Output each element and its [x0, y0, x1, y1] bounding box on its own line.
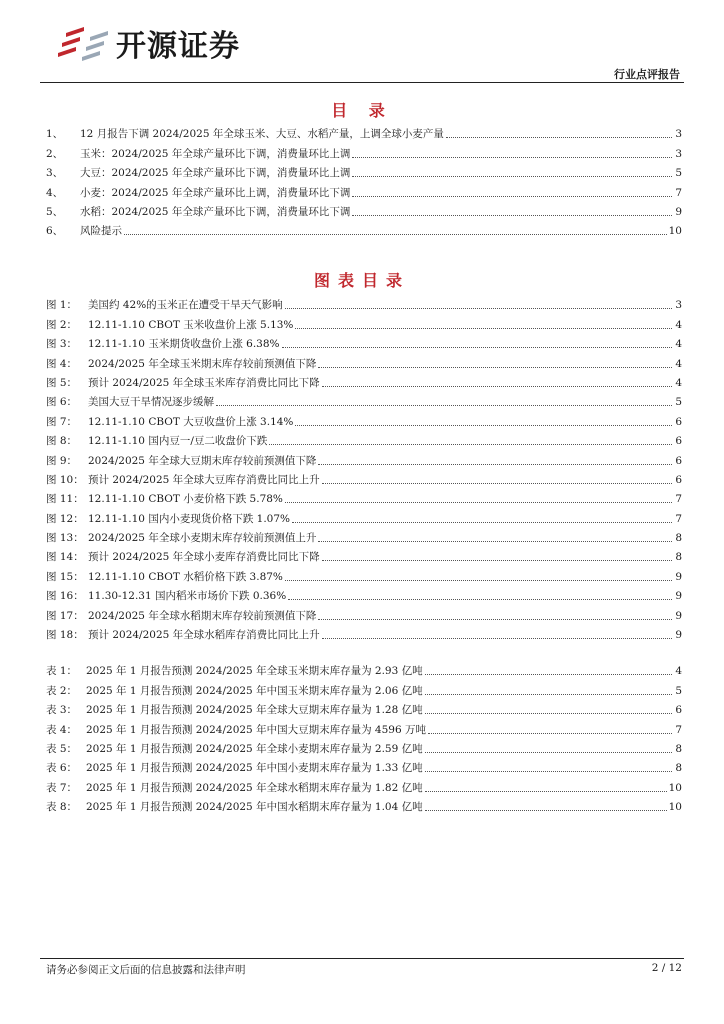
entry-label: 美国约 42%的玉米正在遭受干旱天气影响 [88, 299, 283, 312]
toc-entry[interactable] [46, 564, 682, 583]
entry-label: 2025 年 1 月报告预测 2024/2025 年全球大豆期末库存量为 1.28 亿吨 [86, 704, 423, 717]
entry-page: 8 [675, 532, 682, 545]
toc-entry[interactable] [46, 698, 682, 717]
entry-number: 图 13： [46, 532, 84, 545]
toc-entry[interactable] [46, 487, 682, 506]
page-header [40, 18, 684, 82]
toc-entry[interactable] [46, 371, 682, 390]
header-divider [40, 82, 684, 83]
dot-leader [352, 215, 672, 216]
entry-page: 8 [675, 551, 682, 564]
dot-leader [428, 733, 672, 734]
toc-entry[interactable] [46, 756, 682, 775]
toc-entry[interactable] [46, 526, 682, 545]
entry-page: 8 [675, 762, 682, 775]
entry-label: 12.11-1.10 CBOT 水稻价格下跌 3.87% [88, 570, 283, 583]
entry-page: 10 [668, 801, 682, 814]
toc-entry[interactable] [46, 737, 682, 756]
dot-leader [295, 425, 672, 426]
entry-label: 2025 年 1 月报告预测 2024/2025 年中国小麦期末库存量为 1.33 亿吨 [86, 762, 423, 775]
toc-entry[interactable] [46, 545, 682, 564]
entry-label: 预计 2024/2025 年全球水稻库存消费比同比上升 [88, 629, 320, 642]
entry-page: 9 [675, 590, 682, 603]
entry-page: 6 [675, 704, 682, 717]
entry-page: 10 [668, 781, 682, 794]
dot-leader [318, 367, 672, 368]
entry-number: 图 7： [46, 415, 78, 428]
toc-entry[interactable] [46, 584, 682, 603]
entry-page: 4 [675, 318, 682, 331]
toc-entry[interactable] [46, 623, 682, 642]
entry-label: 大豆：2024/2025 年全球产量环比下调，消费量环比上调 [80, 167, 351, 180]
entry-page: 10 [668, 225, 682, 238]
dot-leader [285, 502, 672, 503]
entry-number: 图 5： [46, 376, 78, 389]
entry-label: 预计 2024/2025 年全球玉米库存消费比同比下降 [88, 376, 320, 389]
entry-page: 4 [675, 376, 682, 389]
toc-entry[interactable] [46, 312, 682, 331]
entry-page: 8 [675, 742, 682, 755]
report-type: 行业点评报告 [614, 68, 680, 81]
entry-label: 12.11-1.10 CBOT 玉米收盘价上涨 5.13% [88, 318, 294, 331]
entry-label: 11.30-12.31 国内稻米市场价下跌 0.36% [88, 590, 287, 603]
dot-leader [124, 234, 667, 235]
entry-number: 图 17： [46, 609, 84, 622]
dot-leader [446, 137, 672, 138]
entry-number: 2、 [46, 147, 64, 160]
entry-page: 9 [675, 570, 682, 583]
entry-number: 图 16： [46, 590, 84, 603]
dot-leader [425, 771, 672, 772]
dot-leader [269, 444, 672, 445]
toc-entry[interactable] [46, 180, 682, 199]
toc-entry[interactable] [46, 332, 682, 351]
entry-label: 2024/2025 年全球小麦期末库存较前预测值上升 [88, 532, 317, 545]
entry-page: 7 [675, 493, 682, 506]
entry-page: 6 [675, 454, 682, 467]
table-list [46, 659, 682, 814]
entry-number: 图 12： [46, 512, 84, 525]
entry-number: 表 4： [46, 723, 78, 736]
entry-page: 3 [675, 128, 682, 141]
company-name: 开源证券 [116, 29, 240, 64]
entry-label: 2025 年 1 月报告预测 2024/2025 年中国水稻期末库存量为 1.04 亿吨 [86, 801, 423, 814]
dot-leader [318, 619, 672, 620]
entry-page: 3 [675, 147, 682, 160]
entry-label: 2025 年 1 月报告预测 2024/2025 年全球水稻期末库存量为 1.82 亿吨 [86, 781, 423, 794]
entry-label: 风险提示 [80, 225, 122, 238]
entry-label: 2025 年 1 月报告预测 2024/2025 年中国玉米期末库存量为 2.06 亿吨 [86, 684, 423, 697]
entry-page: 7 [675, 512, 682, 525]
dot-leader [292, 522, 672, 523]
entry-page: 5 [675, 167, 682, 180]
dot-leader [425, 694, 672, 695]
dot-leader [288, 599, 672, 600]
toc-entry[interactable] [46, 293, 682, 312]
entry-number: 图 10： [46, 473, 84, 486]
entry-number: 图 4： [46, 357, 78, 370]
entry-number: 图 2： [46, 318, 78, 331]
entry-number: 5、 [46, 205, 64, 218]
entry-number: 图 15： [46, 570, 84, 583]
entry-label: 12.11-1.10 CBOT 大豆收盘价上涨 3.14% [88, 415, 294, 428]
entry-number: 表 1： [46, 665, 78, 678]
entry-number: 图 8： [46, 435, 78, 448]
entry-number: 图 18： [46, 629, 84, 642]
dot-leader [322, 483, 672, 484]
entry-page: 6 [675, 435, 682, 448]
entry-label: 美国大豆干旱情况逐步缓解 [88, 396, 214, 409]
entry-page: 3 [675, 299, 682, 312]
dot-leader [295, 328, 672, 329]
entry-label: 12.11-1.10 CBOT 小麦价格下跌 5.78% [88, 493, 283, 506]
dot-leader [322, 560, 672, 561]
toc-entry[interactable] [46, 506, 682, 525]
toc-title: 目 录 [331, 101, 393, 120]
entry-number: 表 6： [46, 762, 78, 775]
dot-leader [425, 674, 672, 675]
entry-label: 2024/2025 年全球玉米期末库存较前预测值下降 [88, 357, 317, 370]
toc-entry[interactable] [46, 200, 682, 219]
entry-page: 9 [675, 629, 682, 642]
entry-number: 表 3： [46, 704, 78, 717]
entry-label: 玉米：2024/2025 年全球产量环比下调，消费量环比上调 [80, 147, 351, 160]
entry-page: 5 [675, 396, 682, 409]
toc-entry[interactable] [46, 448, 682, 467]
toc-entry[interactable] [46, 659, 682, 678]
entry-page: 4 [675, 357, 682, 370]
entry-number: 6、 [46, 225, 64, 238]
entry-number: 图 11： [46, 493, 84, 506]
page-number: 2 / 12 [651, 962, 682, 974]
entry-label: 2025 年 1 月报告预测 2024/2025 年中国大豆期末库存量为 4596 万吨 [86, 723, 426, 736]
dot-leader [425, 791, 667, 792]
entry-number: 表 8： [46, 801, 78, 814]
entry-page: 7 [675, 723, 682, 736]
figure-list [46, 293, 682, 642]
entry-label: 2024/2025 年全球水稻期末库存较前预测值下降 [88, 609, 317, 622]
toc-entry[interactable] [46, 122, 682, 141]
dot-leader [352, 176, 672, 177]
logo-mark-icon [54, 23, 110, 63]
dot-leader [216, 405, 672, 406]
dot-leader [322, 638, 672, 639]
toc-entry[interactable] [46, 775, 682, 794]
entry-page: 6 [675, 415, 682, 428]
toc-entry[interactable] [46, 219, 682, 238]
dot-leader [425, 810, 667, 811]
entry-label: 2025 年 1 月报告预测 2024/2025 年全球玉米期末库存量为 2.93 亿吨 [86, 665, 423, 678]
dot-leader [425, 713, 672, 714]
entry-label: 12.11-1.10 国内豆一/豆二收盘价下跌 [88, 435, 268, 448]
entry-page: 4 [675, 338, 682, 351]
dot-leader [318, 541, 672, 542]
dot-leader [322, 386, 672, 387]
toc-entry[interactable] [46, 678, 682, 697]
toc-entry[interactable] [46, 795, 682, 814]
dot-leader [318, 464, 672, 465]
entry-label: 预计 2024/2025 年全球大豆库存消费比同比上升 [88, 473, 320, 486]
toc-entry[interactable] [46, 351, 682, 370]
entry-label: 12.11-1.10 国内小麦现货价格下跌 1.07% [88, 512, 291, 525]
entry-number: 图 9： [46, 454, 78, 467]
entry-number: 图 1： [46, 299, 78, 312]
toc-entry[interactable] [46, 717, 682, 736]
entry-label: 2024/2025 年全球大豆期末库存较前预测值下降 [88, 454, 317, 467]
entry-label: 小麦：2024/2025 年全球产量环比上调，消费量环比下调 [80, 186, 351, 199]
entry-label: 12.11-1.10 玉米期货收盘价上涨 6.38% [88, 338, 280, 351]
dot-leader [282, 347, 672, 348]
entry-number: 图 3： [46, 338, 78, 351]
entry-number: 表 7： [46, 781, 78, 794]
entry-number: 1、 [46, 128, 64, 141]
toc-entry[interactable] [46, 468, 682, 487]
entry-number: 图 6： [46, 396, 78, 409]
entry-label: 12 月报告下调 2024/2025 年全球玉米、大豆、水稻产量，上调全球小麦产量 [80, 128, 444, 141]
toc-list [46, 122, 682, 238]
toc-entry[interactable] [46, 390, 682, 409]
entry-number: 3、 [46, 167, 64, 180]
entry-page: 7 [675, 186, 682, 199]
figures-title: 图表目录 [313, 271, 410, 290]
dot-leader [352, 196, 672, 197]
entry-number: 图 14： [46, 551, 84, 564]
dot-leader [285, 580, 672, 581]
entry-page: 9 [675, 609, 682, 622]
entry-page: 5 [675, 684, 682, 697]
entry-page: 4 [675, 665, 682, 678]
entry-page: 9 [675, 205, 682, 218]
dot-leader [425, 752, 672, 753]
toc-entry[interactable] [46, 161, 682, 180]
entry-page: 6 [675, 473, 682, 486]
entry-label: 水稻：2024/2025 年全球产量环比下调，消费量环比下调 [80, 205, 351, 218]
toc-entry[interactable] [46, 141, 682, 160]
entry-label: 预计 2024/2025 年全球小麦库存消费比同比下降 [88, 551, 320, 564]
dot-leader [352, 157, 672, 158]
entry-number: 表 5： [46, 742, 78, 755]
company-logo [54, 22, 240, 64]
toc-entry[interactable] [46, 429, 682, 448]
entry-number: 表 2： [46, 684, 78, 697]
footer-disclaimer: 请务必参阅正文后面的信息披露和法律声明 [46, 964, 246, 976]
entry-label: 2025 年 1 月报告预测 2024/2025 年全球小麦期末库存量为 2.59 亿吨 [86, 742, 423, 755]
entry-number: 4、 [46, 186, 64, 199]
footer-divider [40, 958, 684, 959]
toc-entry[interactable] [46, 603, 682, 622]
dot-leader [285, 308, 672, 309]
toc-entry[interactable] [46, 409, 682, 428]
